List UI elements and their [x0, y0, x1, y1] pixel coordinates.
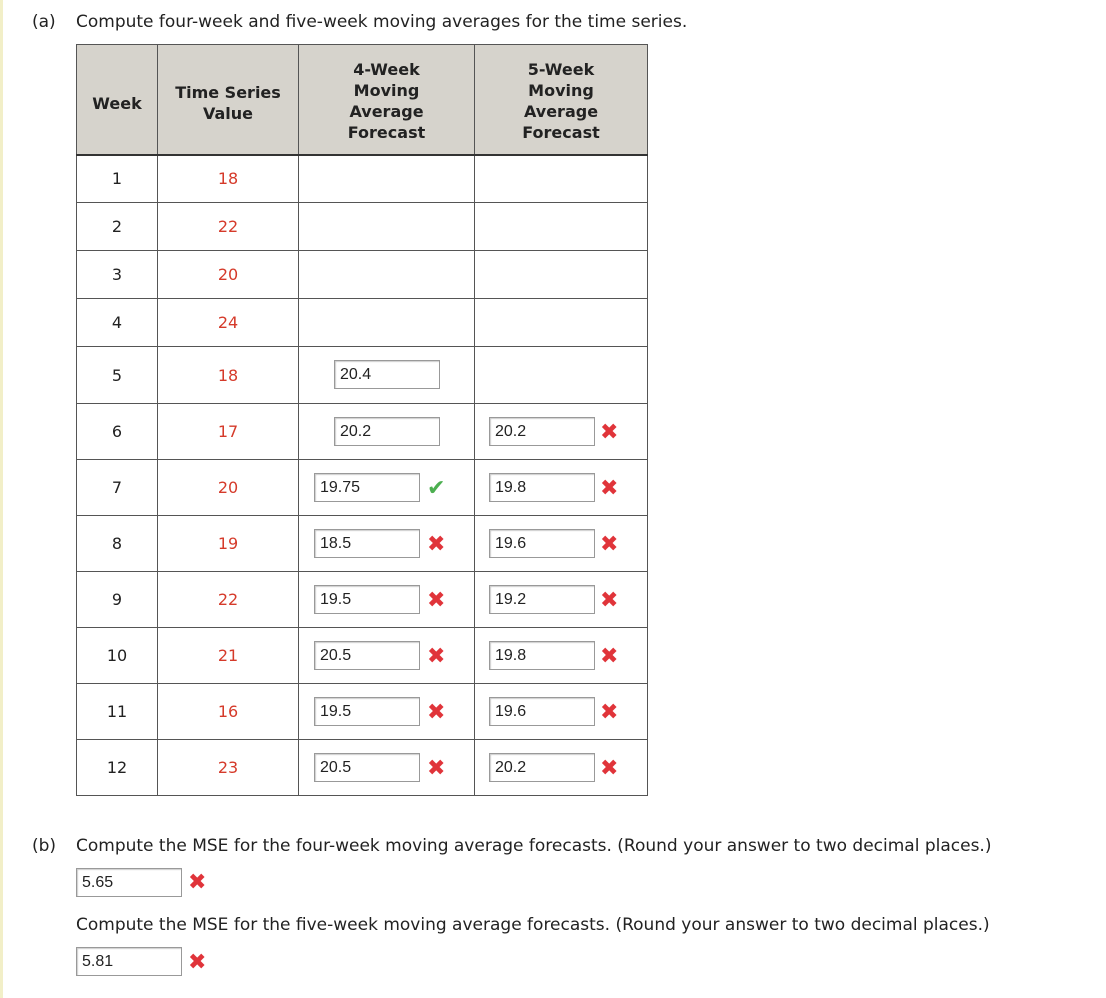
incorrect-x-icon: ✖ — [600, 699, 619, 725]
time-series-value-cell: 20 — [158, 251, 299, 299]
header-four-week-forecast: 4-Week Moving Average Forecast — [299, 45, 475, 155]
correct-check-icon: ✔ — [427, 475, 446, 501]
mse-five-incorrect-icon: ✖ — [188, 950, 207, 975]
four-week-forecast-input[interactable]: 20.5 — [314, 641, 420, 670]
incorrect-x-icon: ✖ — [600, 755, 619, 781]
week-cell: 9 — [77, 572, 158, 628]
week-cell: 10 — [77, 628, 158, 684]
week-cell: 2 — [77, 203, 158, 251]
four-week-forecast-input[interactable]: 19.5 — [314, 697, 420, 726]
left-rule — [0, 0, 3, 998]
table-row — [77, 460, 648, 516]
five-week-forecast-input[interactable]: 20.2 — [489, 753, 595, 782]
time-series-value-cell: 22 — [158, 203, 299, 251]
four-week-forecast-cell — [299, 628, 475, 684]
header-time-series-value: Time Series Value — [158, 45, 299, 155]
five-week-forecast-cell — [475, 684, 648, 740]
five-week-forecast-cell — [475, 740, 648, 796]
time-series-value-cell: 16 — [158, 684, 299, 740]
five-week-forecast-input[interactable]: 19.2 — [489, 585, 595, 614]
week-cell: 5 — [77, 347, 158, 404]
week-cell: 12 — [77, 740, 158, 796]
table-row — [77, 299, 648, 347]
table-row — [77, 251, 648, 299]
incorrect-x-icon: ✖ — [600, 587, 619, 613]
five-week-forecast-cell — [475, 460, 648, 516]
five-week-forecast-input[interactable]: 19.6 — [489, 697, 595, 726]
time-series-value-cell: 19 — [158, 516, 299, 572]
incorrect-x-icon: ✖ — [427, 755, 446, 781]
week-cell: 8 — [77, 516, 158, 572]
mse-five-input[interactable]: 5.81 — [76, 947, 182, 976]
table-row — [77, 203, 648, 251]
week-cell: 6 — [77, 404, 158, 460]
five-week-forecast-cell — [475, 628, 648, 684]
five-week-forecast-input[interactable]: 20.2 — [489, 417, 595, 446]
part-a-label: (a) — [32, 12, 56, 32]
four-week-forecast-cell — [299, 155, 475, 203]
four-week-forecast-cell — [299, 684, 475, 740]
four-week-forecast-input[interactable]: 20.5 — [314, 753, 420, 782]
week-cell: 7 — [77, 460, 158, 516]
week-cell: 3 — [77, 251, 158, 299]
time-series-value-cell: 21 — [158, 628, 299, 684]
time-series-value-cell: 18 — [158, 155, 299, 203]
incorrect-x-icon: ✖ — [600, 531, 619, 557]
part-a-question: Compute four-week and five-week moving averages for the time series. — [76, 12, 688, 32]
four-week-forecast-input[interactable]: 19.5 — [314, 585, 420, 614]
five-week-forecast-input[interactable]: 19.8 — [489, 641, 595, 670]
incorrect-x-icon: ✖ — [427, 531, 446, 557]
mse-four-input[interactable]: 5.65 — [76, 868, 182, 897]
mse-four-question: Compute the MSE for the four-week moving average forecasts. (Round your answer to two decimal places.) — [76, 836, 992, 856]
week-cell: 1 — [77, 155, 158, 203]
time-series-value-cell: 17 — [158, 404, 299, 460]
table-row — [77, 404, 648, 460]
time-series-value-cell: 18 — [158, 347, 299, 404]
moving-average-table — [76, 44, 648, 796]
time-series-value-cell: 23 — [158, 740, 299, 796]
table-header-row — [77, 45, 648, 155]
table-row — [77, 516, 648, 572]
five-week-forecast-cell — [475, 155, 648, 203]
table-row — [77, 684, 648, 740]
five-week-forecast-cell — [475, 203, 648, 251]
four-week-forecast-cell — [299, 740, 475, 796]
five-week-forecast-input[interactable]: 19.8 — [489, 473, 595, 502]
mse-four-incorrect-icon: ✖ — [188, 870, 207, 895]
incorrect-x-icon: ✖ — [427, 643, 446, 669]
four-week-forecast-cell — [299, 299, 475, 347]
four-week-forecast-cell — [299, 516, 475, 572]
time-series-value-cell: 22 — [158, 572, 299, 628]
five-week-forecast-cell — [475, 347, 648, 404]
part-b-label: (b) — [32, 836, 57, 856]
incorrect-x-icon: ✖ — [600, 475, 619, 501]
table-row — [77, 628, 648, 684]
four-week-forecast-cell — [299, 404, 475, 460]
four-week-forecast-cell — [299, 251, 475, 299]
mse-five-question: Compute the MSE for the five-week moving average forecasts. (Round your answer to two decimal places.) — [76, 915, 990, 935]
four-week-forecast-input[interactable]: 18.5 — [314, 529, 420, 558]
five-week-forecast-cell — [475, 516, 648, 572]
incorrect-x-icon: ✖ — [427, 587, 446, 613]
four-week-forecast-cell — [299, 203, 475, 251]
five-week-forecast-cell — [475, 299, 648, 347]
header-five-week-forecast: 5-Week Moving Average Forecast — [475, 45, 648, 155]
five-week-forecast-input[interactable]: 19.6 — [489, 529, 595, 558]
four-week-forecast-cell — [299, 572, 475, 628]
four-week-forecast-input[interactable]: 19.75 — [314, 473, 420, 502]
five-week-forecast-cell — [475, 572, 648, 628]
incorrect-x-icon: ✖ — [600, 419, 619, 445]
time-series-value-cell: 20 — [158, 460, 299, 516]
four-week-forecast-cell — [299, 460, 475, 516]
week-cell: 11 — [77, 684, 158, 740]
week-cell: 4 — [77, 299, 158, 347]
time-series-value-cell: 24 — [158, 299, 299, 347]
incorrect-x-icon: ✖ — [427, 699, 446, 725]
header-week: Week — [77, 45, 158, 155]
four-week-forecast-cell — [299, 347, 475, 404]
five-week-forecast-cell — [475, 251, 648, 299]
table-row — [77, 572, 648, 628]
five-week-forecast-cell — [475, 404, 648, 460]
incorrect-x-icon: ✖ — [600, 643, 619, 669]
four-week-forecast-input[interactable]: 20.2 — [334, 417, 440, 446]
table-row — [77, 740, 648, 796]
table-row — [77, 155, 648, 203]
four-week-forecast-input[interactable]: 20.4 — [334, 360, 440, 389]
table-row — [77, 347, 648, 404]
